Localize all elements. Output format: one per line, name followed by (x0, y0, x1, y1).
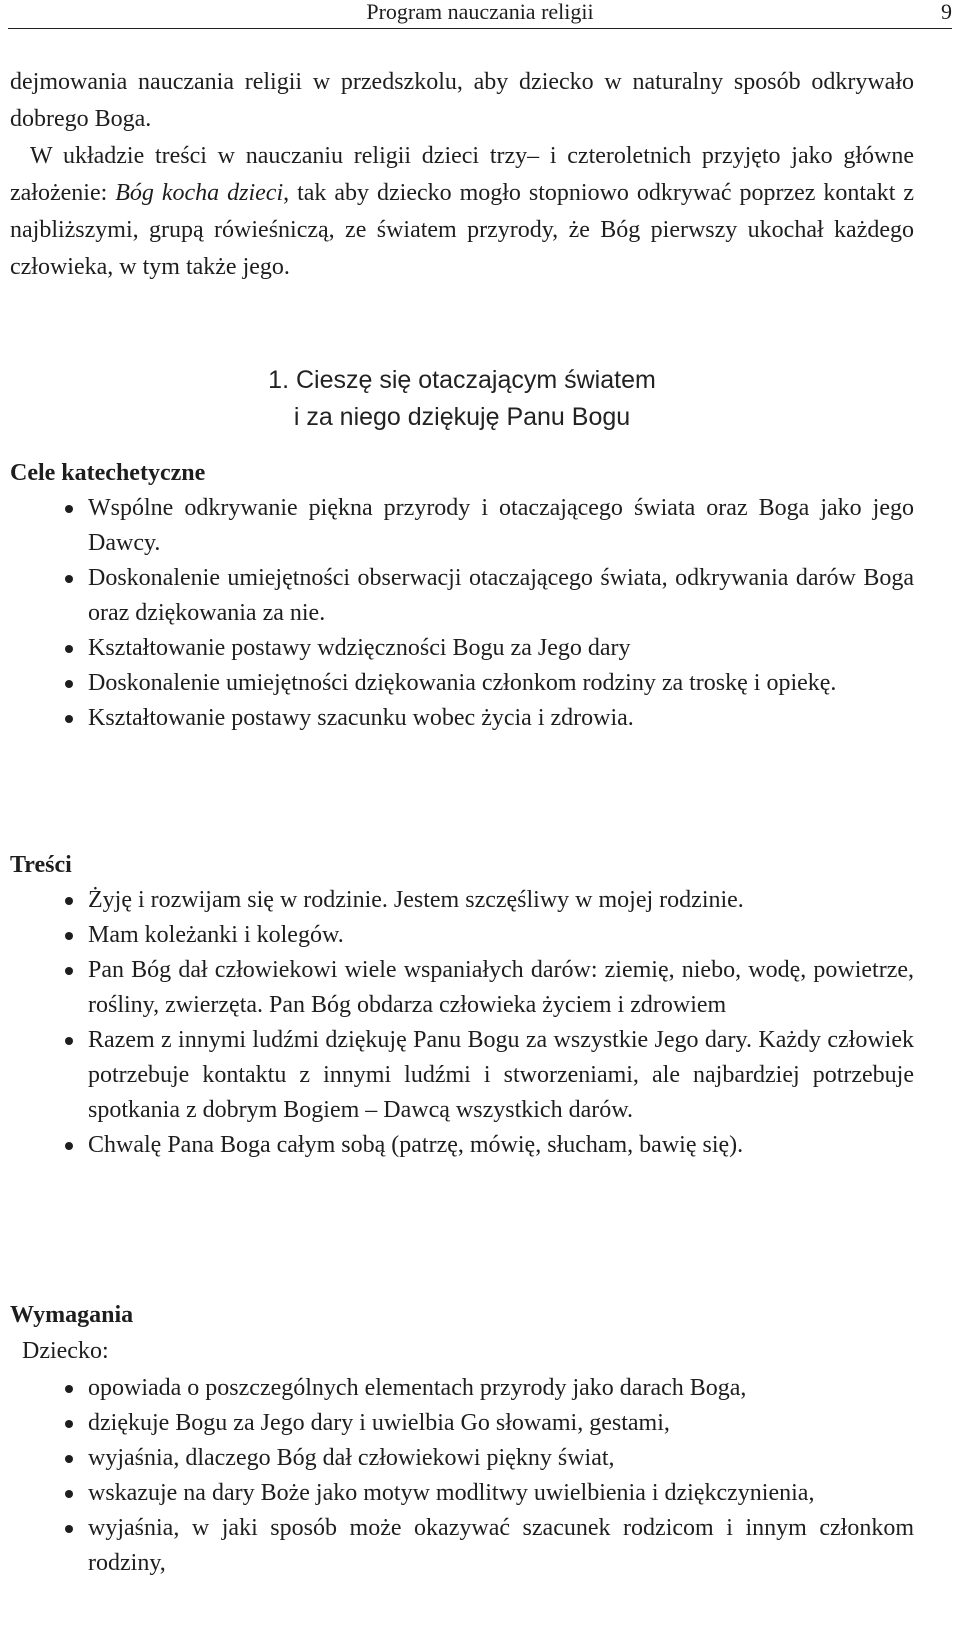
list-item-text: wyjaśnia, w jaki sposób może okazywać szacunek rodzicom i innym członkom rodziny, (88, 1515, 914, 1576)
chapter-title-line-2: i za niego dziękuję Panu Bogu (293, 403, 631, 431)
list-item (10, 953, 914, 1023)
running-header (8, 0, 952, 29)
bullet-icon (65, 1142, 73, 1150)
list-item (10, 1406, 914, 1441)
bullet-icon (65, 715, 73, 723)
bullet-icon (65, 680, 73, 688)
intro-paragraph-1: dejmowania nauczania religii w przedszkolu, aby dziecko w naturalny sposób odkrywało dobrego Boga. (10, 69, 914, 132)
list-item (10, 1128, 914, 1163)
list-item-text: dziękuje Bogu za Jego dary i uwielbia Go słowami, gestami, (88, 1410, 670, 1436)
intro-paragraph-2-start: W układzie treści w nauczaniu religii dzieci trzy– i czteroletnich przyjęto jako główne założenie: (10, 143, 914, 206)
list-item-text: Pan Bóg dał człowiekowi wiele wspaniałych darów: ziemię, niebo, wodę, powietrze, rośliny, zwierzęta. Pan Bóg obdarza człowieka życiem i zdrowiem (88, 957, 914, 1018)
list-item (10, 491, 914, 561)
page-number: 9 (941, 0, 952, 24)
bullet-icon (65, 897, 73, 905)
bullet-icon (65, 505, 73, 513)
intro-paragraph-2 (10, 138, 914, 286)
wymagania-subject: Dziecko: (22, 1338, 109, 1364)
list-item-text: Żyję i rozwijam się w rodzinie. Jestem szczęśliwy w mojej rodzinie. (88, 887, 744, 913)
list-item (10, 1511, 914, 1581)
list-item-text: Chwalę Pana Boga całym sobą (patrzę, mówię, słucham, bawię się). (88, 1132, 744, 1158)
tresci-list (10, 883, 914, 1163)
bullet-icon (65, 1490, 73, 1498)
list-item (10, 1023, 914, 1128)
list-item (10, 1371, 914, 1406)
list-item-text: Kształtowanie postawy szacunku wobec życia i zdrowia. (88, 705, 634, 731)
list-item (10, 1441, 914, 1476)
bullet-icon (65, 1037, 73, 1045)
list-item-text: Mam koleżanki i kolegów. (88, 922, 344, 948)
list-item (10, 666, 914, 701)
section-tresci (10, 847, 914, 1163)
list-item (10, 561, 914, 631)
list-item-text: opowiada o poszczególnych elementach przyrody jako darach Boga, (88, 1375, 747, 1401)
chapter-title (10, 362, 914, 436)
cele-list (10, 491, 914, 736)
section-heading-wymagania: Wymagania (10, 1302, 134, 1328)
section-cele (10, 455, 914, 736)
list-item (10, 701, 914, 736)
list-item (10, 631, 914, 666)
bullet-icon (65, 575, 73, 583)
bullet-icon (65, 1385, 73, 1393)
list-item-text: Wspólne odkrywanie piękna przyrody i otaczającego świata oraz Boga jako jego Dawcy. (88, 495, 914, 556)
list-item (10, 918, 914, 953)
list-item-text: Doskonalenie umiejętności dziękowania członkom rodziny za troskę i opiekę. (88, 670, 837, 696)
bullet-icon (65, 967, 73, 975)
chapter-title-line-1: 1. Cieszę się otaczającym światem (268, 366, 656, 394)
running-title: Program nauczania religii (366, 0, 594, 24)
intro-paragraph-2-italic: Bóg kocha dzieci (115, 180, 284, 206)
wymagania-list (10, 1371, 914, 1581)
section-wymagania (10, 1297, 914, 1581)
intro-text (10, 64, 914, 286)
intro-paragraph-2-end: , tak aby dziecko mogło stopniowo odkrywać poprzez kontakt z najbliższymi, grupą rówieśniczą, ze światem przyrody, że Bóg pierwszy ukochał każdego człowieka, w tym także jego. (10, 180, 914, 280)
bullet-icon (65, 1525, 73, 1533)
list-item-text: wskazuje na dary Boże jako motyw modlitwy uwielbienia i dziękczynienia, (88, 1480, 815, 1506)
list-item (10, 883, 914, 918)
bullet-icon (65, 645, 73, 653)
list-item-text: Doskonalenie umiejętności obserwacji otaczającego świata, odkrywania darów Boga oraz dziękowania za nie. (88, 565, 914, 626)
list-item-text: wyjaśnia, dlaczego Bóg dał człowiekowi piękny świat, (88, 1445, 615, 1471)
section-heading-cele: Cele katechetyczne (10, 460, 206, 486)
bullet-icon (65, 1420, 73, 1428)
bullet-icon (65, 1455, 73, 1463)
list-item-text: Razem z innymi ludźmi dziękuję Panu Bogu za wszystkie Jego dary. Każdy człowiek potrzebuje kontaktu z innymi ludźmi i stworzeniami, ale najbardziej potrzebuje spotkania z dobrym Bogiem – Dawcą wszystkich darów. (88, 1027, 914, 1123)
list-item (10, 1476, 914, 1511)
section-heading-tresci: Treści (10, 852, 72, 878)
bullet-icon (65, 932, 73, 940)
list-item-text: Kształtowanie postawy wdzięczności Bogu za Jego dary (88, 635, 631, 661)
